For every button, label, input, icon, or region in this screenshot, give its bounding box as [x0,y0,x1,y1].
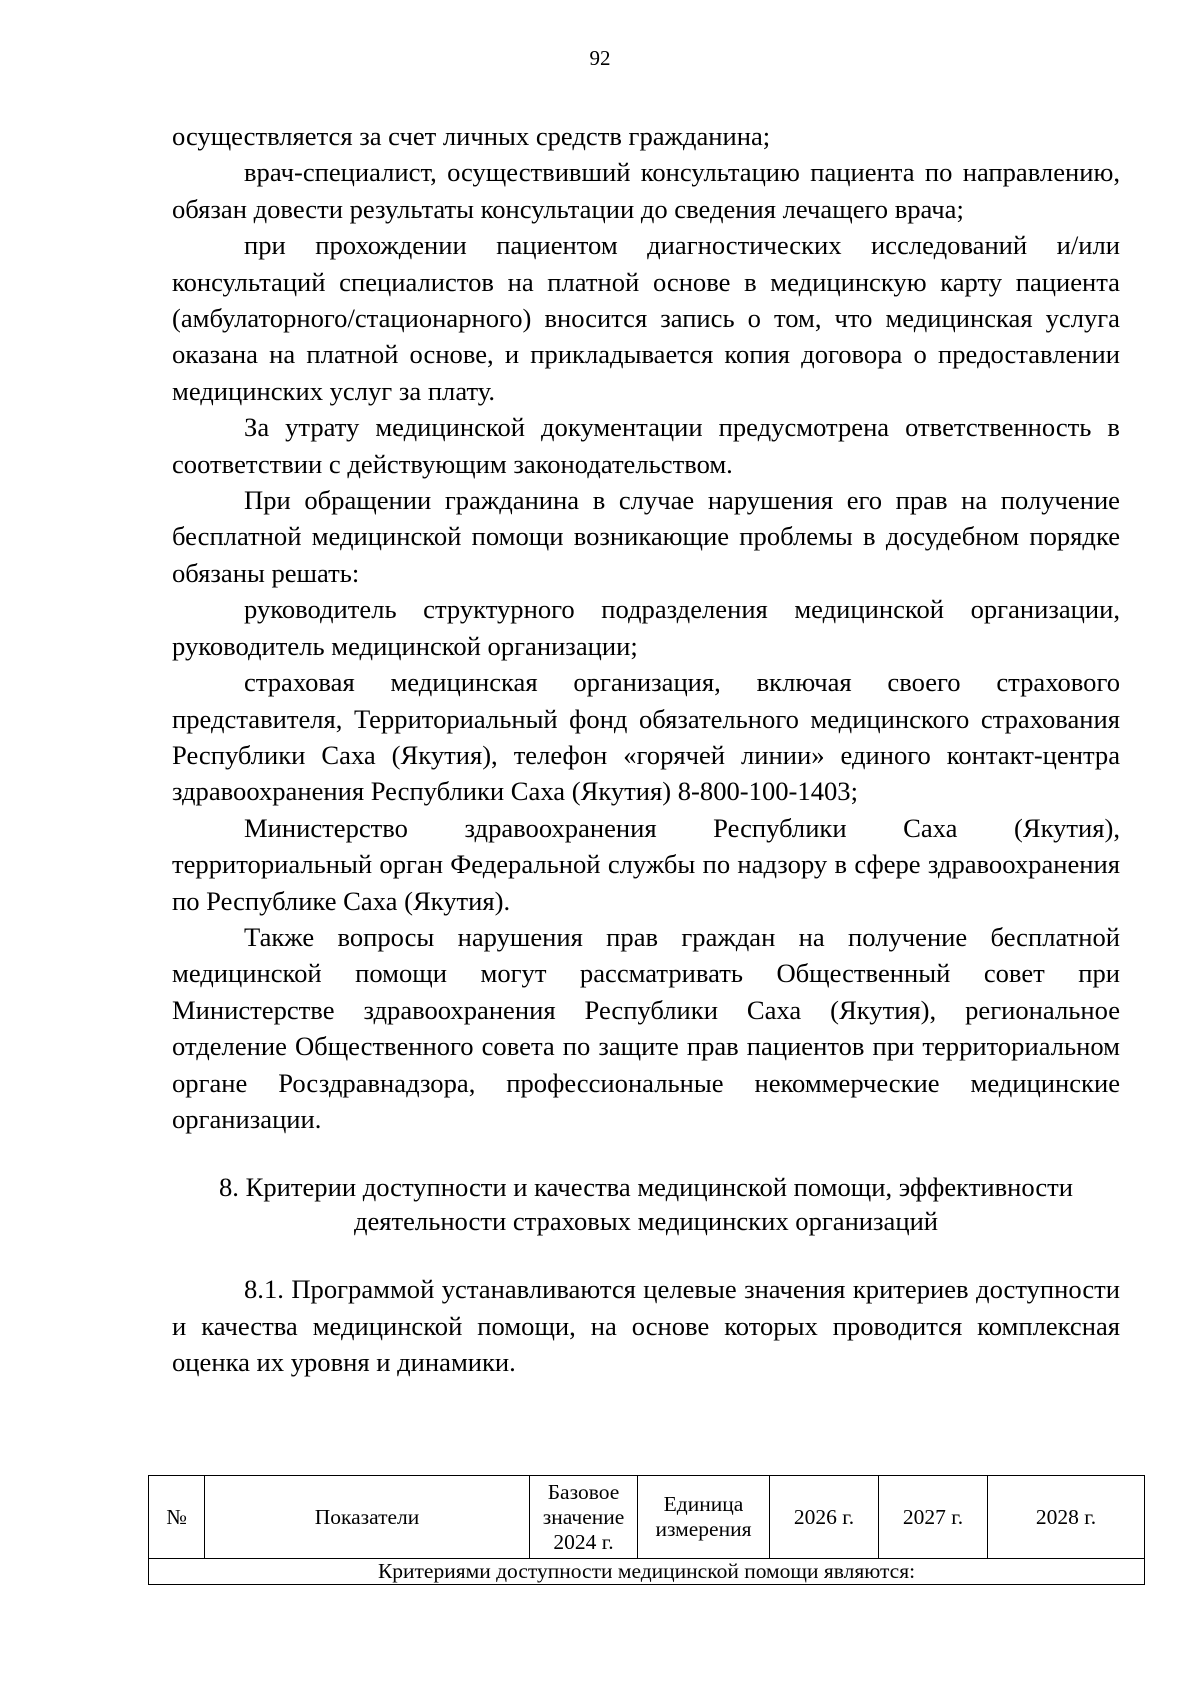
header-number: № [149,1476,205,1559]
table-header-row [149,1476,1145,1559]
criteria-table [148,1475,1145,1585]
paragraph: при прохождении пациентом диагностических исследований и/или консультаций специалистов на платной основе в медицинскую карту пациента (амбулаторного/стационарного) вносится запись о том, что медицинская услуга оказана на платной основе, и прикладывается копия договора о предоставлении медицинских услуг за плату. [172,230,1120,406]
header-year-2028: 2028 г. [988,1476,1145,1559]
table-group-row [149,1559,1145,1585]
header-base-value: Базовое значение 2024 г. [530,1476,638,1559]
header-year-2027: 2027 г. [879,1476,988,1559]
paragraph: осуществляется за счет личных средств гражданина; [172,121,771,151]
paragraph: руководитель структурного подразделения медицинской организации, руководитель медицинской организации; [172,594,1120,661]
group-row-label: Критериями доступности медицинской помощи являются: [149,1559,1145,1585]
section-heading-line: деятельности страховых медицинских организаций [353,1206,939,1237]
paragraph: страховая медицинская организация, включая своего страхового представителя, Территориальный фонд обязательного медицинского страхования Республики Саха (Якутия), телефон «горячей линии» единого контакт-центра здравоохранения Республики Саха (Якутия) 8-800-100-1403; [172,667,1120,807]
paragraph: Также вопросы нарушения прав граждан на получение бесплатной медицинской помощи могут рассматривать Общественный совет при Министерстве здравоохранения Республики Саха (Якутия), региональное отделение Общественного совета по защите прав пациентов при территориальном органе Росздравнадзора, профессиональные некоммерческие медицинские организации. [172,921,1120,1134]
criteria-table-container [148,1475,1144,1585]
paragraph: За утрату медицинской документации предусмотрена ответственность в соответствии с действующим законодательством. [172,412,1120,479]
header-year-2026: 2026 г. [770,1476,879,1559]
paragraph: При обращении гражданина в случае нарушения его прав на получение бесплатной медицинской помощи возникающие проблемы в досудебном порядке обязаны решать: [172,485,1120,588]
page-number: 92 [589,46,611,70]
header-unit: Единица измерения [638,1476,770,1559]
header-indicators: Показатели [205,1476,530,1559]
section-heading-line: 8. Критерии доступности и качества медицинской помощи, эффективности [219,1172,1073,1203]
paragraph: врач-специалист, осуществивший консультацию пациента по направлению, обязан довести результаты консультации до сведения лечащего врача; [172,157,1120,224]
document-body [172,118,1120,1381]
section-paragraph: 8.1. Программой устанавливаются целевые значения критериев доступности и качества медицинской помощи, на основе которых проводится комплексная оценка их уровня и динамики. [172,1274,1120,1378]
section-heading [172,1170,1120,1238]
paragraph: Министерство здравоохранения Республики Саха (Якутия), территориальный орган Федеральной службы по надзору в сфере здравоохранения по Республике Саха (Якутия). [172,812,1120,916]
